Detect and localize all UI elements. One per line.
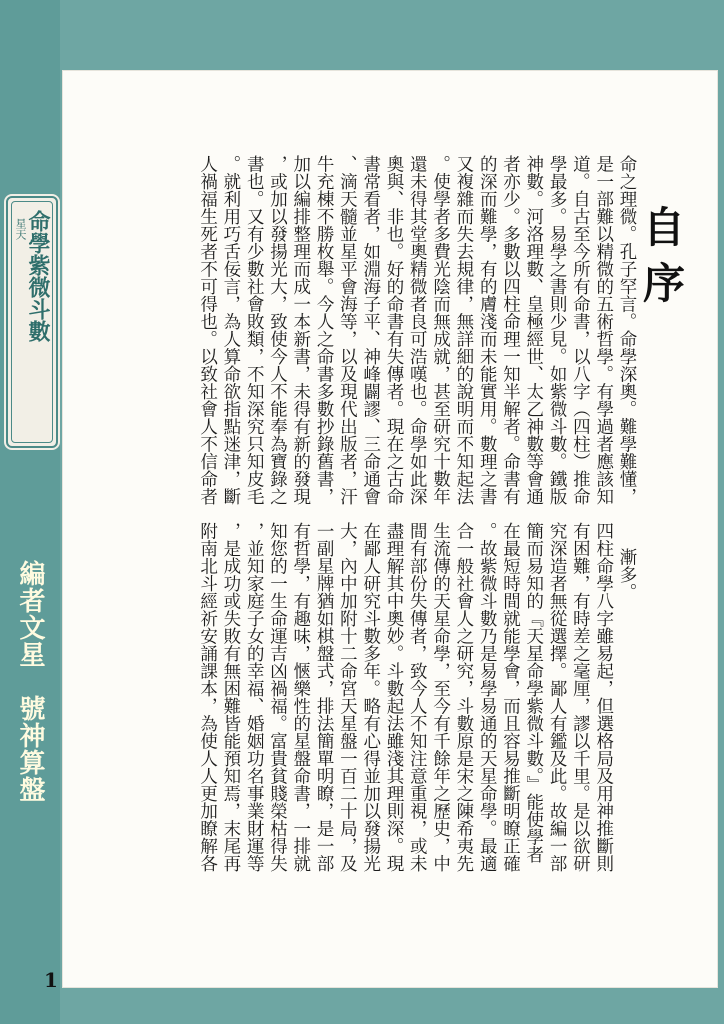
badge-main-text: 命學紫微斗數: [25, 210, 51, 342]
text-column: 一副星牌猶如棋盤式，排法簡單明瞭，是一部: [314, 522, 335, 872]
text-column: 神數。河洛理數、皇極經世、太乙神數等會通: [523, 155, 544, 505]
text-column: 者亦少。多數以四柱命理一知半解者。命書有: [500, 155, 521, 505]
text-column: 奧與、非也。好的命書有失傳者。現在之古命: [384, 155, 404, 505]
text-column: 學最多。易學之書則少見。如紫微斗數。鐵版: [547, 155, 568, 505]
text-column: 人禍福生死者不可得也。以致社會人不信命者: [197, 155, 218, 505]
text-column: 有哲學，有趣味，愜樂性的星盤命書，一排就: [290, 522, 311, 872]
text-column: 四柱命學八字雖易起，但選格局及用神推斷則: [593, 522, 614, 872]
page-title-text: 自序: [637, 205, 686, 317]
text-column: 。就利用巧舌佞言，為人算命欲指點迷津，斷: [220, 155, 241, 505]
text-column: 附南北斗經祈安誦課本，為使人人更加瞭解各: [197, 522, 218, 872]
text-column: 漸多。: [617, 548, 637, 601]
text-column: 大，內中加附十二命宮天星盤一百二十局，及: [337, 522, 358, 872]
text-column: 命之理微。孔子罕言。命學深奧。難學難懂，: [617, 155, 637, 505]
page-title: [630, 205, 686, 317]
text-column: 簡而易知的『天星命學紫微斗數。』能使學者: [523, 522, 544, 864]
text-column: 在最短時間就能學會，而且容易推斷明瞭正確: [500, 522, 521, 872]
text-column: 書常看者，如淵海子平、神峰闢謬、三命通會: [360, 155, 381, 505]
editor-credit: 編者文星 號神算盤: [15, 560, 45, 803]
text-column: 。故紫微斗數乃是易學易通的天星命學。最適: [477, 522, 498, 872]
text-column: 還未得其堂奧精微者良可浩嘆也。命學如此深: [407, 155, 428, 505]
text-column: 又複雜而失去規律，無詳細的說明而不知起法: [453, 155, 474, 505]
text-column: 牛充棟不勝枚舉。今人之命書多數抄錄舊書，: [314, 155, 335, 505]
text-column: 。使學者多費光陰而無成就，甚至研究十數年: [430, 155, 451, 505]
badge-small-text: 星天: [14, 218, 27, 240]
text-column: ，或加以發揚光大，致使今人不能奉為寶錄之: [267, 155, 288, 505]
text-column: 生流傳的天星命學，至今有千餘年之歷史，中: [430, 522, 451, 872]
text-column: 在鄙人研究斗數多年。略有心得並加以發揚光: [360, 522, 381, 872]
text-column: 究深造者無從選擇。鄙人有鑑及此。故編一部: [547, 522, 568, 872]
book-title-badge: [6, 196, 58, 448]
text-column: 書也。又有少數社會敗類，不知深究只知皮毛: [244, 155, 265, 505]
text-column: 道。自古至今所有命書，以八字（四柱）推命: [570, 155, 591, 505]
text-column: 間有部份失傳者，致今人不知注意重視，或未: [407, 522, 428, 872]
sidebar-band: [0, 0, 60, 1024]
text-column: ，並知家庭子女的幸福、婚姻功名事業財運等: [244, 522, 265, 872]
text-column: 、滴天髓並星平會海等，以及現代出版者，汗: [337, 155, 358, 505]
text-column: 加以編排整理而成一本新書，未得有新的發現: [290, 155, 311, 505]
text-column: ，是成功或失敗有無困難皆能預知焉，末尾再: [220, 522, 241, 872]
text-column: 知您的一生命運吉凶禍福。富貴貧賤榮枯得失: [267, 522, 288, 872]
text-column: 有困難，有時差之毫厘，謬以千里。是以欲研: [570, 522, 591, 872]
text-column: 合一般社會人之研究，斗數原是宋之陳希夷先: [453, 522, 474, 872]
text-column: 盡理解其中奧妙。斗數起法雖淺其理則深。現: [384, 522, 404, 872]
page-number: 1: [44, 968, 58, 992]
text-column: 是一部難以精微的五術哲學。有學過者應該知: [593, 155, 614, 505]
text-column: 的深而難學，有的膚淺而未能實用。數理之書: [477, 155, 498, 505]
